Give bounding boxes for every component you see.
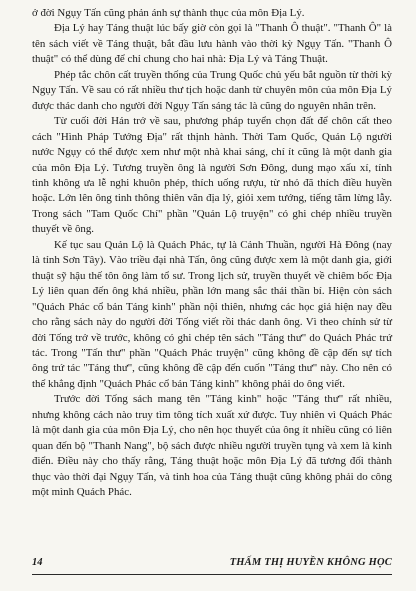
paragraph-quan-lo: Từ cuối đời Hán trở về sau, phương pháp tuyển chọn đất để chôn cất theo cách "Hình Pháp Tướng Địa" rất thịnh hành. Thời Tam Quốc, Quản Lộ người nước Ngụy có thể được xem như một nhà khai sáng, chí ít cũng là một danh gia của môn Địa Lý. Tương truyền ông là người Sơn Đông, dung mạo xấu xí, tính tình không ưa lễ nghi khuôn phép, thích uống rượu, từ nhỏ đã thích điều huyền hoặc. Lớn lên ông tinh thông thiên văn địa lý, giỏi xem tướng, tiếng tăm lừng lẫy. Trong sách "Tam Quốc Chí" phần "Quản Lộ truyện" có ghi chép nhiều truyền thuyết về ông. xyxy=(32,115,392,236)
footer-rule xyxy=(32,574,392,575)
book-title: THẤM THỊ HUYỀN KHÔNG HỌC xyxy=(229,557,392,568)
page-number: 14 xyxy=(32,557,43,568)
paragraph-tang-kinh: Trước đời Tống sách mang tên "Táng kinh" hoặc "Táng thư" rất nhiều, nhưng không cách nào truy tìm tông tích xuất xứ được. Tuy nhiên vì Quách Phác là một danh gia của môn Địa Lý, cho nên học thuyết của ông ít nhiều cũng có liên quan đến bộ "Thanh Nang", bộ sách được nhiều người truyền tụng và xem là kinh điển. Điều này cho thấy rằng, Táng thuật hoặc môn Địa Lý đã tương đối thành thục vào thời đại Ngụy Tấn, và tinh hoa của Táng thuật cũng không phải do công một mình Quách Phác. xyxy=(32,393,392,499)
paragraph-continuation: ở đời Ngụy Tấn cũng phản ánh sự thành thục của môn Địa Lý. xyxy=(32,7,305,19)
paragraph-quach-phac: Kế tục sau Quản Lộ là Quách Phác, tự là Cảnh Thuần, người Hà Đông (nay là tỉnh Sơn Tây). Vào triều đại nhà Tấn, ông cũng được xem là một danh gia, giới thuật sỹ hậu thế tôn ông làm tổ sư. Trong lịch sử, truyền thuyết về chiêm bốc Địa Lý liên quan đến ông khá nhiều, phần lớn mang sắc thái thần bí. Hiện còn sách "Quách Phác cổ bản Táng kinh" phần nội thiên, nhưng các học giả hiện nay đều cho rằng sách này do người đời Tống viết rồi thác danh ông. Vì theo chính sử từ đời Tống trở về trước, không có ghi chép tên sách "Táng thư" do Quách Phác trứ tác. Trong "Tấn thư" phần "Quách Phác truyện" cũng không đề cập đến sự tích ông trứ tác "Táng thư", cũng không đề cập đến cuốn "Táng thư" này. Cho nên có thể khẳng định "Quách Phác cổ bản Táng kinh" không phải do ông viết. xyxy=(32,238,392,390)
paragraph-burial-rules: Phép tắc chôn cất truyền thống của Trung Quốc chủ yếu bắt nguồn từ thời kỳ Ngụy Tấn. Về sau có rất nhiều thư tịch hoặc danh từ chuyên môn của môn Địa Lý được thác danh cho người đời Ngụy Tấn sáng tác là cũng do nguyên nhân trên. xyxy=(32,68,392,112)
paragraph-thanh-o: Địa Lý hay Táng thuật lúc bấy giờ còn gọi là "Thanh Ô thuật". "Thanh Ô" là tên sách viết về Táng thuật, bắt đầu lưu hành vào thời kỳ Ngụy Tấn. "Thanh Ô thuật" có thể dùng để chỉ chung cho hai nhà: Địa Lý và Táng Thuật. xyxy=(32,22,392,66)
body-text xyxy=(32,6,392,501)
page-footer xyxy=(32,557,392,571)
